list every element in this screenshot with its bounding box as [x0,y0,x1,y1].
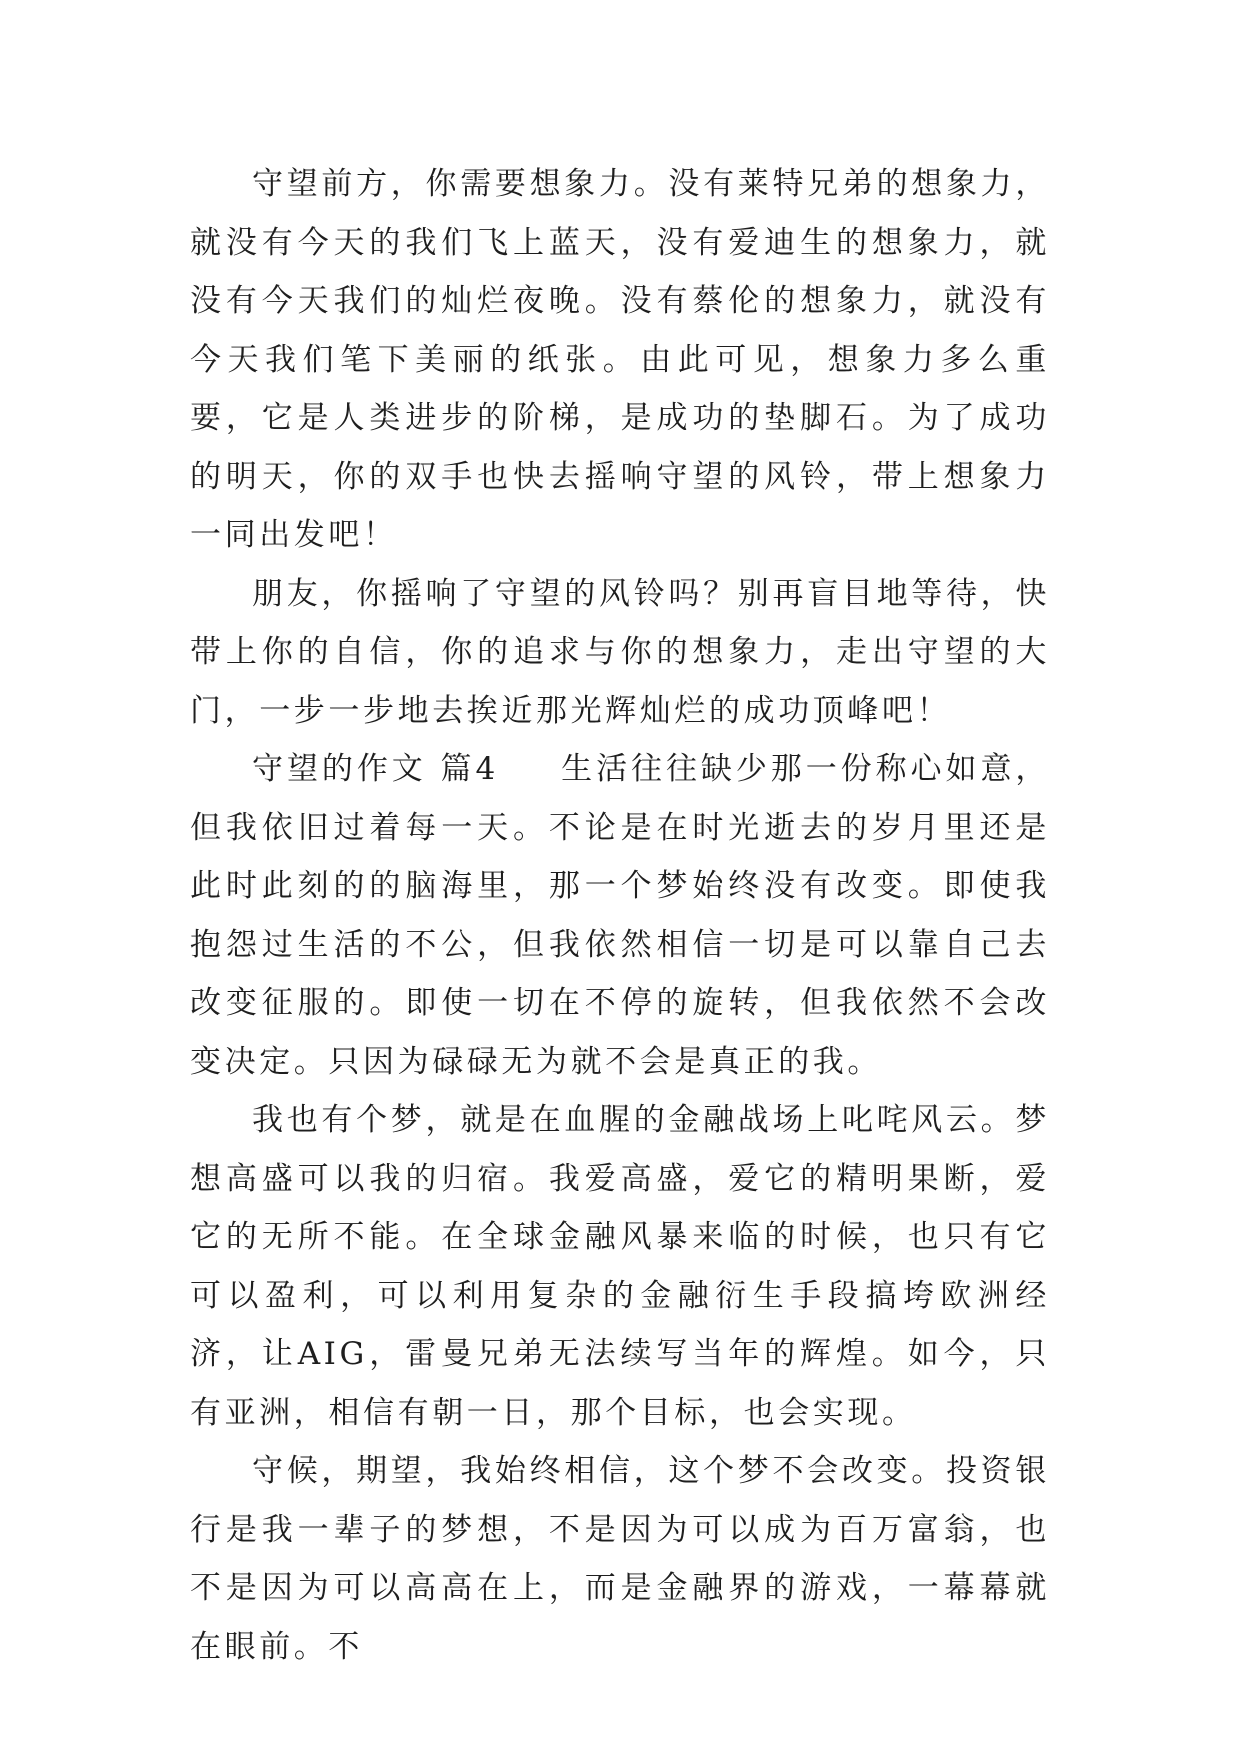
paragraph-waiting: 守候，期望，我始终相信，这个梦不会改变。投资银行是我一辈子的梦想，不是因为可以成为百万富翁，也不是因为可以高高在上，而是金融界的游戏，一幕幕就在眼前。不 [190,1453,1050,1665]
section-heading: 守望的作文 篇4 [252,751,499,787]
paragraph-section-4-opening [190,740,1050,1091]
section-first-text: 生活往往缺少那一份称心如意，但我依旧过着每一天。不论是在时光逝去的岁月里还是此时此刻的的脑海里，那一个梦始终没有改变。即使我抱怨过生活的不公，但我依然相信一切是可以靠自己去改变征服的。即使一切在不停的旋转，但我依然不会改变决定。只因为碌碌无为就不会是真正的我。 [190,751,1050,1080]
paragraph-dream: 我也有个梦，就是在血腥的金融战场上叱咤风云。梦想高盛可以我的归宿。我爱高盛，爱它的精明果断，爱它的无所不能。在全球金融风暴来临的时候，也只有它可以盈利，可以利用复杂的金融衍生手段搞垮欧洲经济，让AIG，雷曼兄弟无法续写当年的辉煌。如今，只有亚洲，相信有朝一日，那个目标，也会实现。 [190,1102,1050,1431]
paragraph-imagination: 守望前方，你需要想象力。没有莱特兄弟的想象力，就没有今天的我们飞上蓝天，没有爱迪生的想象力，就没有今天我们的灿烂夜晚。没有蔡伦的想象力，就没有今天我们笔下美丽的纸张。由此可见，想象力多么重要，它是人类进步的阶梯，是成功的垫脚石。为了成功的明天，你的双手也快去摇响守望的风铃，带上想象力一同出发吧！ [190,166,1050,553]
paragraph-friend: 朋友，你摇响了守望的风铃吗？别再盲目地等待，快带上你的自信，你的追求与你的想象力，走出守望的大门，一步一步地去挨近那光辉灿烂的成功顶峰吧！ [190,575,1050,729]
document-body [190,155,1050,1676]
